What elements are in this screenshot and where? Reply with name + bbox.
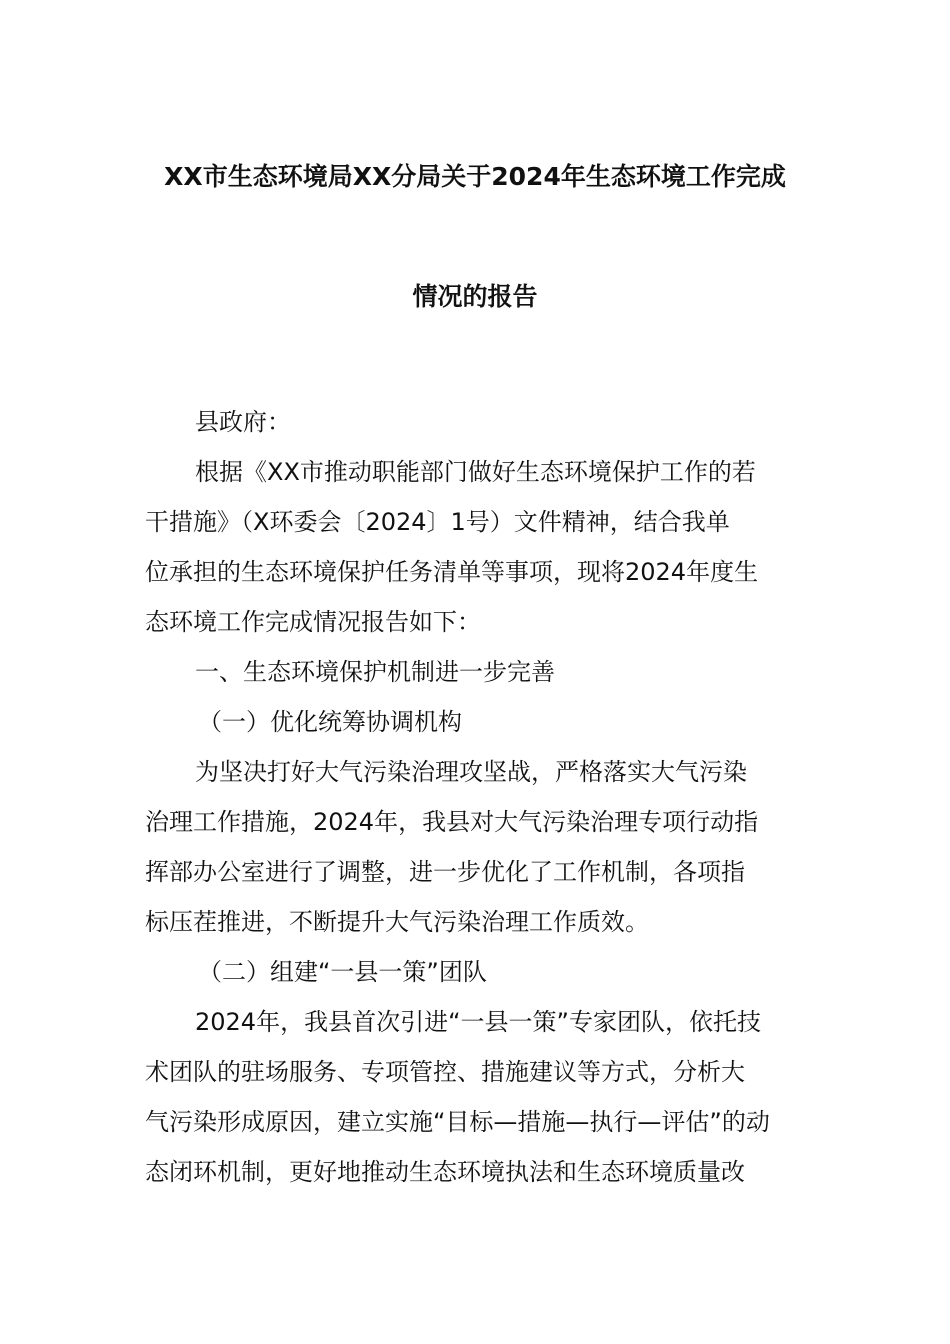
paragraph-line: 为坚决打好大气污染治理攻坚战，严格落实大气污染 [195,758,747,786]
paragraph-line: 干措施》（X环委会〔2024〕1号）文件精神，结合我单 [145,508,730,536]
paragraph-line: 位承担的生态环境保护任务清单等事项，现将2024年度生 [145,558,759,586]
paragraph-line: 术团队的驻场服务、专项管控、措施建议等方式，分析大 [145,1058,745,1086]
paragraph-line: 态环境工作完成情况报告如下： [145,608,481,636]
paragraph-line: 根据《XX市推动职能部门做好生态环境保护工作的若 [195,458,756,486]
paragraph-line: 标压茬推进，不断提升大气污染治理工作质效。 [145,908,649,936]
subsection-heading: （一）优化统筹协调机构 [198,708,462,736]
paragraph-line: 治理工作措施，2024年，我县对大气污染治理专项行动指 [145,808,759,836]
salutation: 县政府： [195,408,291,436]
subsection-heading: （二）组建“一县一策”团队 [198,958,487,986]
document-title-line-1: XX市生态环境局XX分局关于2024年生态环境工作完成 [164,162,786,191]
paragraph-line: 2024年，我县首次引进“一县一策”专家团队，依托技 [195,1008,761,1036]
section-heading: 一、生态环境保护机制进一步完善 [195,658,555,686]
paragraph-line: 态闭环机制，更好地推动生态环境执法和生态环境质量改 [145,1158,745,1186]
paragraph-line: 挥部办公室进行了调整，进一步优化了工作机制，各项指 [145,858,745,886]
document-title-line-2: 情况的报告 [412,282,538,311]
paragraph-line: 气污染形成原因，建立实施“目标—措施—执行—评估”的动 [145,1108,770,1136]
